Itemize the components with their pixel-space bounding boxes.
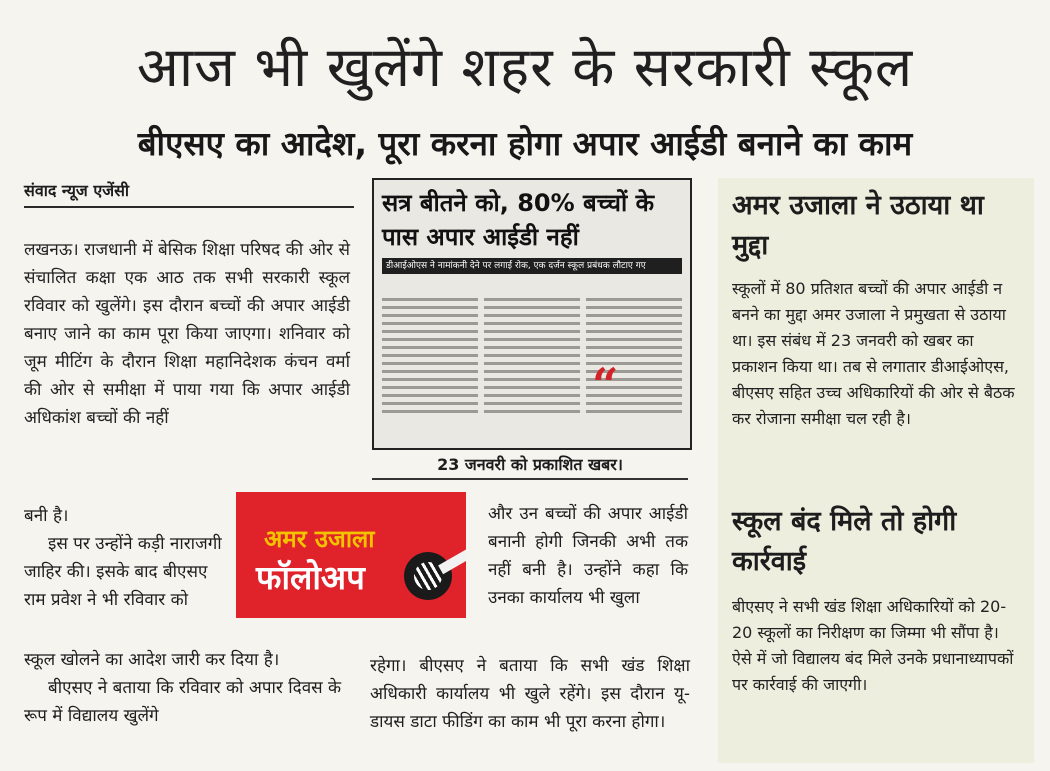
article-paragraph-2-end: स्कूल खोलने का आदेश जारी कर दिया है।: [24, 650, 280, 670]
article-paragraph-2: इस पर उन्होंने कड़ी नाराजगी जाहिर की। इसके बाद बीएसए राम प्रवेश ने भी रविवार को: [24, 534, 222, 610]
subheadline: बीएसए का आदेश, पूरा करना होगा अपार आईडी बनाने का काम: [137, 124, 913, 163]
article-column-2-top-text: और उन बच्चों की अपार आईडी बनानी होगी जिनकी अभी तक नहीं बनी है। उन्होंने कहा कि उनका कार्यालय भी खुला: [488, 504, 688, 608]
microphone-icon: [395, 543, 461, 609]
clipping-caption: 23 जनवरी को प्रकाशित खबर।: [372, 452, 688, 480]
sidebar-heading-1: अमर उजाला ने उठाया था मुद्दा: [732, 190, 984, 261]
clipping-columns: [382, 298, 682, 442]
news-clipping-image: [372, 178, 692, 450]
sidebar-text-2: बीएसए ने सभी खंड शिक्षा अधिकारियों को 20-20 स्कूलों का निरीक्षण का जिम्मा भी सौंपा है। ऐसे में जो विद्यालय बंद मिले उनके प्रधानाध्यापकों पर कार्रवाई की जाएगी।: [732, 597, 1014, 694]
article-column-1-tail: [24, 646, 350, 730]
sidebar-box: [718, 178, 1034, 763]
article-paragraph-1: लखनऊ। राजधानी में बेसिक शिक्षा परिषद की ओर से संचालित कक्षा एक आठ तक सभी सरकारी स्कूल रविवार को खुलेंगे। इस दौरान बच्चों की अपार आईडी बनाए जाने का काम पूरा किया जाएगा। शनिवार को जूम मीटिंग के दौरान शिक्षा महानिदेशक कंचन वर्मा की ओर से समीक्षा में पाया गया कि अपार आईडी अधिकांश बच्चों की नहीं: [24, 240, 350, 428]
article-paragraph-1-end: बनी है।: [24, 506, 69, 526]
headline: आज भी खुलेंगे शहर के सरकारी स्कूल: [136, 35, 914, 99]
logo-title: फॉलोअप: [256, 558, 365, 597]
sidebar-heading-2: स्कूल बंद मिले तो होगी कार्रवाई: [732, 506, 957, 577]
logo-brand: अमर उजाला: [264, 525, 375, 553]
article-column-2-bottom-text: रहेगा। बीएसए ने बताया कि सभी खंड शिक्षा अधिकारी कार्यालय भी खुले रहेंगे। इस दौरान यू-डायस डाटा फीडिंग का काम भी पूरा करना होगा।: [370, 656, 690, 732]
clipping-column: [382, 298, 478, 442]
article-column-2-top: [488, 500, 688, 612]
article-column-1-narrow: [24, 502, 234, 614]
byline: संवाद न्यूज एजेंसी: [24, 176, 354, 208]
followup-logo: [236, 492, 466, 618]
clipping-column: [484, 298, 580, 442]
quote-mark-icon: “: [592, 358, 619, 412]
article-column-2-bottom: [370, 652, 690, 736]
sidebar-text-1: स्कूलों में 80 प्रतिशत बच्चों की अपार आईडी न बनने का मुद्दा अमर उजाला ने प्रमुखता से उठाया था। इस संबंध में 23 जनवरी को खबर का प्रकाशन किया था। तब से लगातार डीआईओएस, बीएसए सहित उच्च अधिकारियों की ओर से बैठक कर रोजाना समीक्षा चल रही है।: [732, 279, 1015, 428]
article-paragraph-3: बीएसए ने बताया कि रविवार को अपार दिवस के रूप में विद्यालय खुलेंगे: [24, 678, 342, 726]
clipping-title: सत्र बीतने को, 80% बच्चों के पास अपार आईडी नहीं: [382, 189, 655, 251]
article-column-1: [24, 236, 350, 432]
clipping-strip: डीआईओएस ने नामांकनी देने पर लगाई रोक, एक दर्जन स्कूल प्रबंधक लौटाए गए: [382, 258, 682, 274]
